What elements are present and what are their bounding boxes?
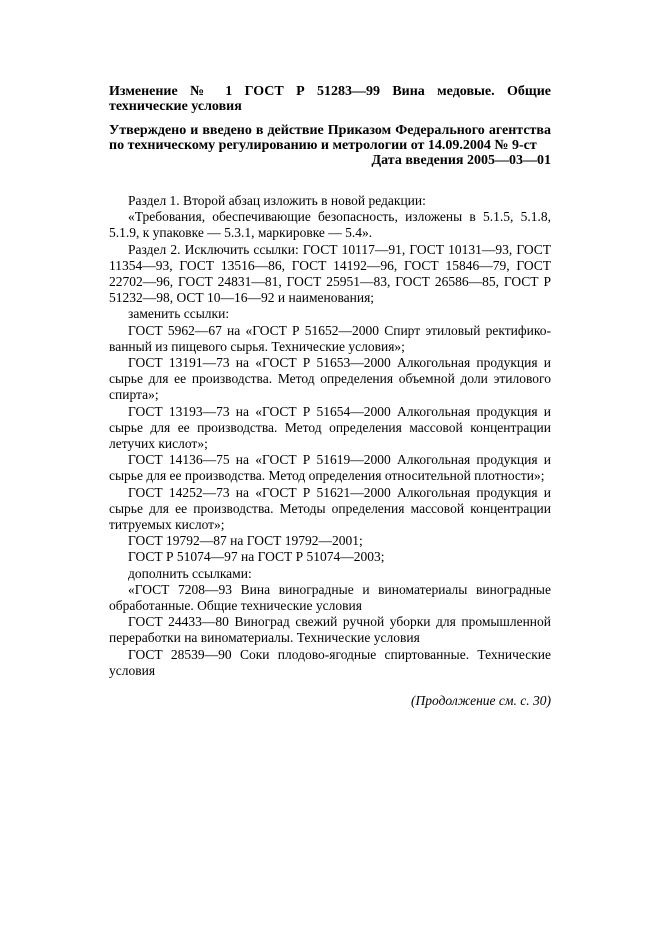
- paragraph: ГОСТ 28539—90 Соки плодово-ягодные спиртованные. Технические условия: [109, 646, 551, 678]
- paragraph: ГОСТ 13191—73 на «ГОСТ Р 51653—2000 Алкогольная продукция и сырье для ее производства. Метод определения объемной доли этилового спирта»;: [109, 355, 551, 403]
- paragraph: ГОСТ 14252—73 на «ГОСТ Р 51621—2000 Алкогольная продукция и сырье для ее производства. Методы определения массовой концентрации титруемых кислот»;: [109, 484, 551, 533]
- paragraph: «ГОСТ 7208—93 Вина виноградные и виноматериалы виноградные обработанные. Общие технические условия: [109, 581, 551, 614]
- approval-statement: Утверждено и введено в действие Приказом Федерального агентства по техническому регулированию и метрологии от 14.09.2004 № 9-ст: [109, 123, 551, 153]
- paragraph: заменить ссылки:: [128, 306, 230, 322]
- paragraph: «Требования, обеспечивающие безопасность, изложены в 5.1.5, 5.1.8, 5.1.9, к упаковке — 5.3.1, маркировке — 5.4».: [109, 209, 551, 241]
- document-page: [109, 84, 551, 709]
- continuation-note: (Продолжение см. с. 30): [411, 693, 551, 709]
- paragraph: ГОСТ 14136—75 на «ГОСТ Р 51619—2000 Алкогольная продукция и сырье для ее производства. Метод определения относительной плотности»;: [109, 452, 551, 484]
- paragraph: ГОСТ 13193—73 на «ГОСТ Р 51654—2000 Алкогольная продукция и сырье для ее производства. Метод определения массовой концентрации летучих кислот»;: [109, 403, 551, 452]
- paragraph: ГОСТ 5962—67 на «ГОСТ Р 51652—2000 Спирт этиловый ректификованный из пищевого сырья. Технические условия»;: [109, 322, 551, 354]
- amendment-body: [109, 193, 551, 679]
- paragraph: дополнить ссылками:: [128, 565, 252, 581]
- paragraph: ГОСТ Р 51074—97 на ГОСТ Р 51074—2003;: [128, 549, 385, 565]
- effective-date: Дата введения 2005—03—01: [371, 153, 551, 168]
- paragraph: ГОСТ 24433—80 Виноград свежий ручной уборки для промышленной переработки на виноматериалы. Технические условия: [109, 614, 551, 646]
- amendment-title: Изменение № 1 ГОСТ Р 51283—99 Вина медовые. Общие технические условия: [109, 84, 551, 114]
- paragraph: ГОСТ 19792—87 на ГОСТ 19792—2001;: [128, 533, 363, 549]
- paragraph: Раздел 2. Исключить ссылки: ГОСТ 10117—91, ГОСТ 10131—93, ГОСТ 11354—93, ГОСТ 13516—86, ГОСТ 14192—96, ГОСТ 15846—79, ГОСТ 22702—96, ГОСТ 24831—81, ГОСТ 25951—83, ГОСТ 26586—85, ГОСТ Р 51232—98, ОСТ 10—16—92 и наименования;: [109, 241, 551, 306]
- paragraph: Раздел 1. Второй абзац изложить в новой редакции:: [128, 193, 426, 208]
